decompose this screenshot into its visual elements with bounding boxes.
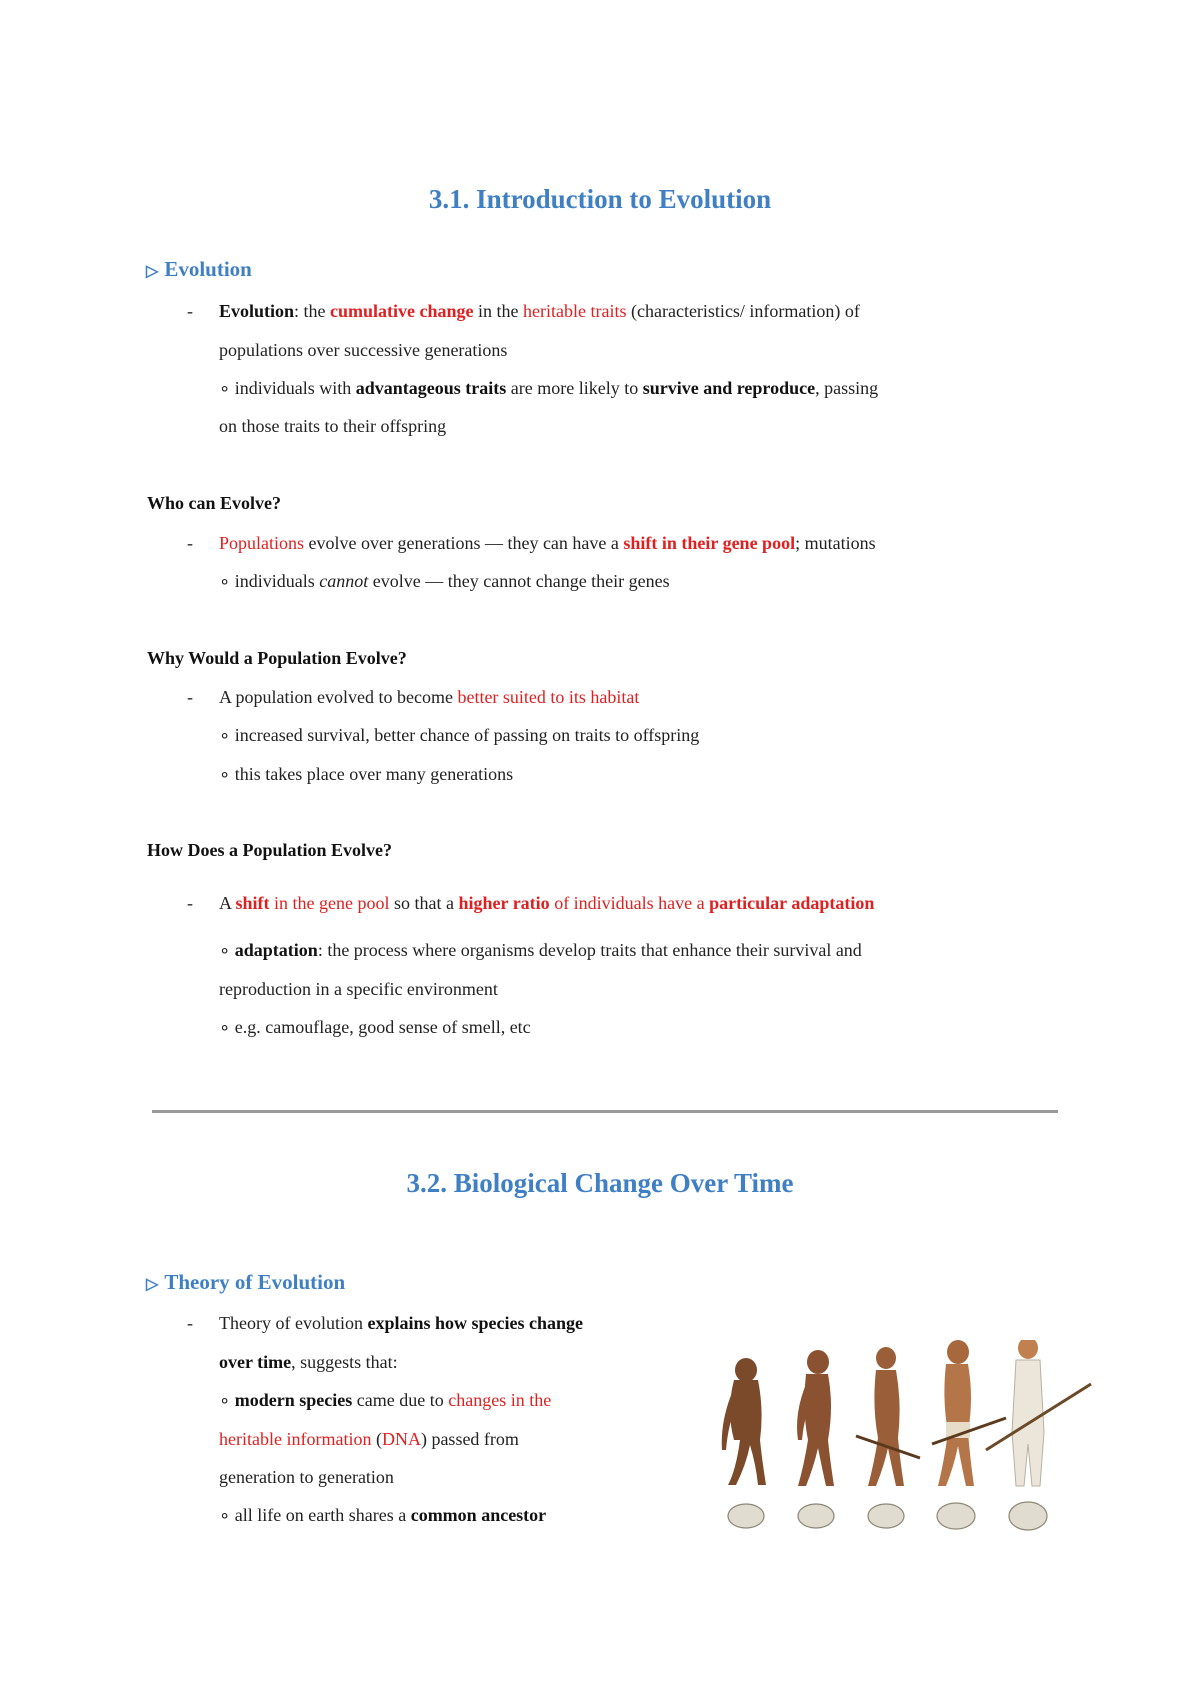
list-dash: - — [187, 301, 193, 321]
evolution-definition-line-3: ∘ individuals with advantageous traits are more likely to survive and reproduce, passing — [219, 378, 879, 398]
subheading-theory-of-evolution — [146, 1270, 345, 1295]
how-line-1: A shift in the gene pool so that a higher ratio of individuals have a particular adaptation — [219, 893, 875, 913]
theory-line-4: heritable information (DNA) passed from — [219, 1429, 519, 1449]
heading-who-can-evolve: Who can Evolve? — [147, 493, 282, 513]
skull-3 — [868, 1504, 904, 1528]
why-line-1: A population evolved to become better suited to its habitat — [219, 687, 640, 707]
why-line-3: ∘ this takes place over many generations — [219, 764, 514, 784]
section-divider — [152, 1110, 1058, 1113]
theory-line-3: ∘ modern species came due to changes in the — [219, 1390, 552, 1410]
evolution-definition-line-4: on those traits to their offspring — [219, 416, 447, 436]
skull-5 — [1009, 1502, 1047, 1530]
skull-2 — [798, 1504, 834, 1528]
skull-row — [728, 1502, 1047, 1530]
section-title-3-1: 3.1. Introduction to Evolution — [428, 184, 772, 214]
heading-why-evolve: Why Would a Population Evolve? — [147, 648, 407, 668]
subheading-label: Theory of Evolution — [164, 1270, 346, 1294]
skull-1 — [728, 1504, 764, 1528]
hominid-figure-4 — [932, 1340, 1006, 1486]
how-line-3: reproduction in a specific environment — [219, 979, 498, 999]
why-line-2: ∘ increased survival, better chance of passing on traits to offspring — [219, 725, 700, 745]
how-line-2: ∘ adaptation: the process where organisms develop traits that enhance their survival and — [219, 940, 862, 960]
hominid-figure-1 — [722, 1358, 766, 1485]
list-dash: - — [187, 893, 193, 913]
skull-4 — [937, 1503, 975, 1529]
hominid-figure-5 — [986, 1340, 1091, 1486]
list-dash: - — [187, 533, 193, 553]
theory-line-5: generation to generation — [219, 1467, 394, 1487]
triangle-right-icon: ▷ — [146, 1276, 159, 1293]
march-of-progress-illustration — [706, 1340, 1101, 1540]
hominid-figure-2 — [797, 1350, 834, 1486]
hominid-figure-3 — [856, 1347, 920, 1486]
who-line-2: ∘ individuals cannot evolve — they cannot change their genes — [219, 571, 670, 591]
subheading-label: Evolution — [164, 257, 252, 281]
triangle-right-icon: ▷ — [146, 263, 159, 280]
list-dash: - — [187, 687, 193, 707]
theory-line-2: over time, suggests that: — [219, 1352, 398, 1372]
theory-line-1: Theory of evolution explains how species change — [219, 1313, 583, 1333]
section-title-3-2: 3.2. Biological Change Over Time — [406, 1168, 794, 1198]
evolution-definition-line-2: populations over successive generations — [219, 340, 508, 360]
heading-how-evolve: How Does a Population Evolve? — [147, 840, 393, 860]
how-line-4: ∘ e.g. camouflage, good sense of smell, etc — [219, 1017, 531, 1037]
who-line-1: Populations evolve over generations — they can have a shift in their gene pool; mutations — [219, 533, 876, 553]
theory-line-6: ∘ all life on earth shares a common ancestor — [219, 1505, 547, 1525]
list-dash: - — [187, 1313, 193, 1333]
subheading-evolution — [146, 257, 252, 282]
evolution-definition-line-1: Evolution: the cumulative change in the heritable traits (characteristics/ information) of — [219, 301, 860, 321]
